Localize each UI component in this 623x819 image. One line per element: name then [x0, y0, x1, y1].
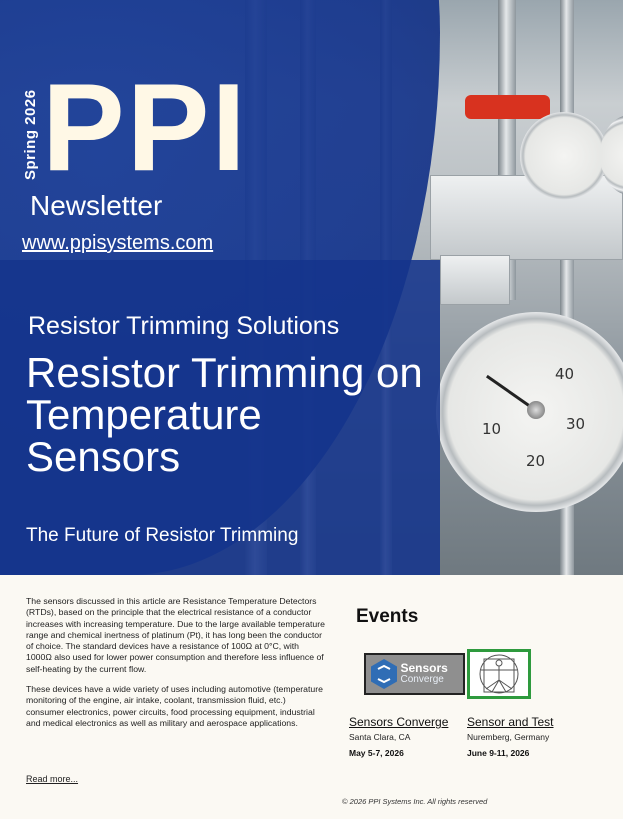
gauge-number: 40: [555, 365, 575, 383]
event-date: June 9-11, 2026: [467, 748, 530, 758]
event-card[interactable]: [349, 645, 479, 758]
logo-text: Sensors: [400, 661, 448, 675]
pressure-gauge: [436, 312, 623, 512]
issue-season: Spring 2026: [22, 89, 39, 180]
event-date: May 5-7, 2026: [349, 748, 404, 758]
section-kicker: Resistor Trimming Solutions: [28, 312, 340, 340]
publication-name: Newsletter: [30, 190, 163, 221]
red-valve-handle: [465, 95, 550, 119]
article-paragraph: The sensors discussed in this article are Resistance Temperature Detectors (RTDs), based on the principle that the electrical resistance of a conductor increases with increasing temperature. Due to the large available temperature range and chemical inertness of platinum (Pt), it has long been the conductor of choice. The standard devices have a resistance of 100Ω at 0°C, with 1000Ω also used for lower power consumption and therefore less influence of self-heating by the current flow.: [26, 596, 325, 674]
copyright-footer: © 2026 PPI Systems Inc. All rights reserved: [342, 797, 488, 806]
brand-logo: PPI: [42, 59, 248, 197]
events-heading: Events: [356, 606, 419, 627]
gauge-hub: [527, 401, 545, 419]
event-name[interactable]: Sensors Converge: [349, 715, 449, 729]
subheadline: The Future of Resistor Trimming: [26, 525, 299, 546]
gauge-number: 30: [566, 415, 586, 433]
vitruvian-man-icon: [473, 653, 525, 695]
sensors-converge-icon: [371, 659, 397, 689]
article-body: [26, 596, 326, 738]
headline: Resistor Trimming on Temperature Sensors: [26, 349, 423, 480]
event-name[interactable]: Sensor and Test: [467, 715, 554, 729]
sensors-converge-logo: [364, 653, 465, 695]
vitruvian-man-logo: [467, 649, 531, 699]
event-location: Nuremberg, Germany: [467, 732, 550, 742]
connector-block: [440, 255, 510, 305]
read-more-link[interactable]: Read more...: [26, 774, 79, 784]
gauge-number: 10: [482, 420, 502, 438]
logo-subtext: Converge: [400, 674, 444, 685]
small-pressure-gauge: [520, 112, 608, 200]
event-location: Santa Clara, CA: [349, 732, 411, 742]
event-card[interactable]: [467, 645, 597, 758]
website-link[interactable]: www.ppisystems.com: [22, 232, 214, 254]
article-paragraph: These devices have a wide variety of uses including automotive (temperature monitoring of the engine, air intake, coolant, transmission fluid, etc.) consumer electronics, power circuits, food processing equipment, industrial and medical electronics as well as military and aerospace applications.: [26, 684, 323, 728]
gauge-number: 20: [526, 452, 546, 470]
